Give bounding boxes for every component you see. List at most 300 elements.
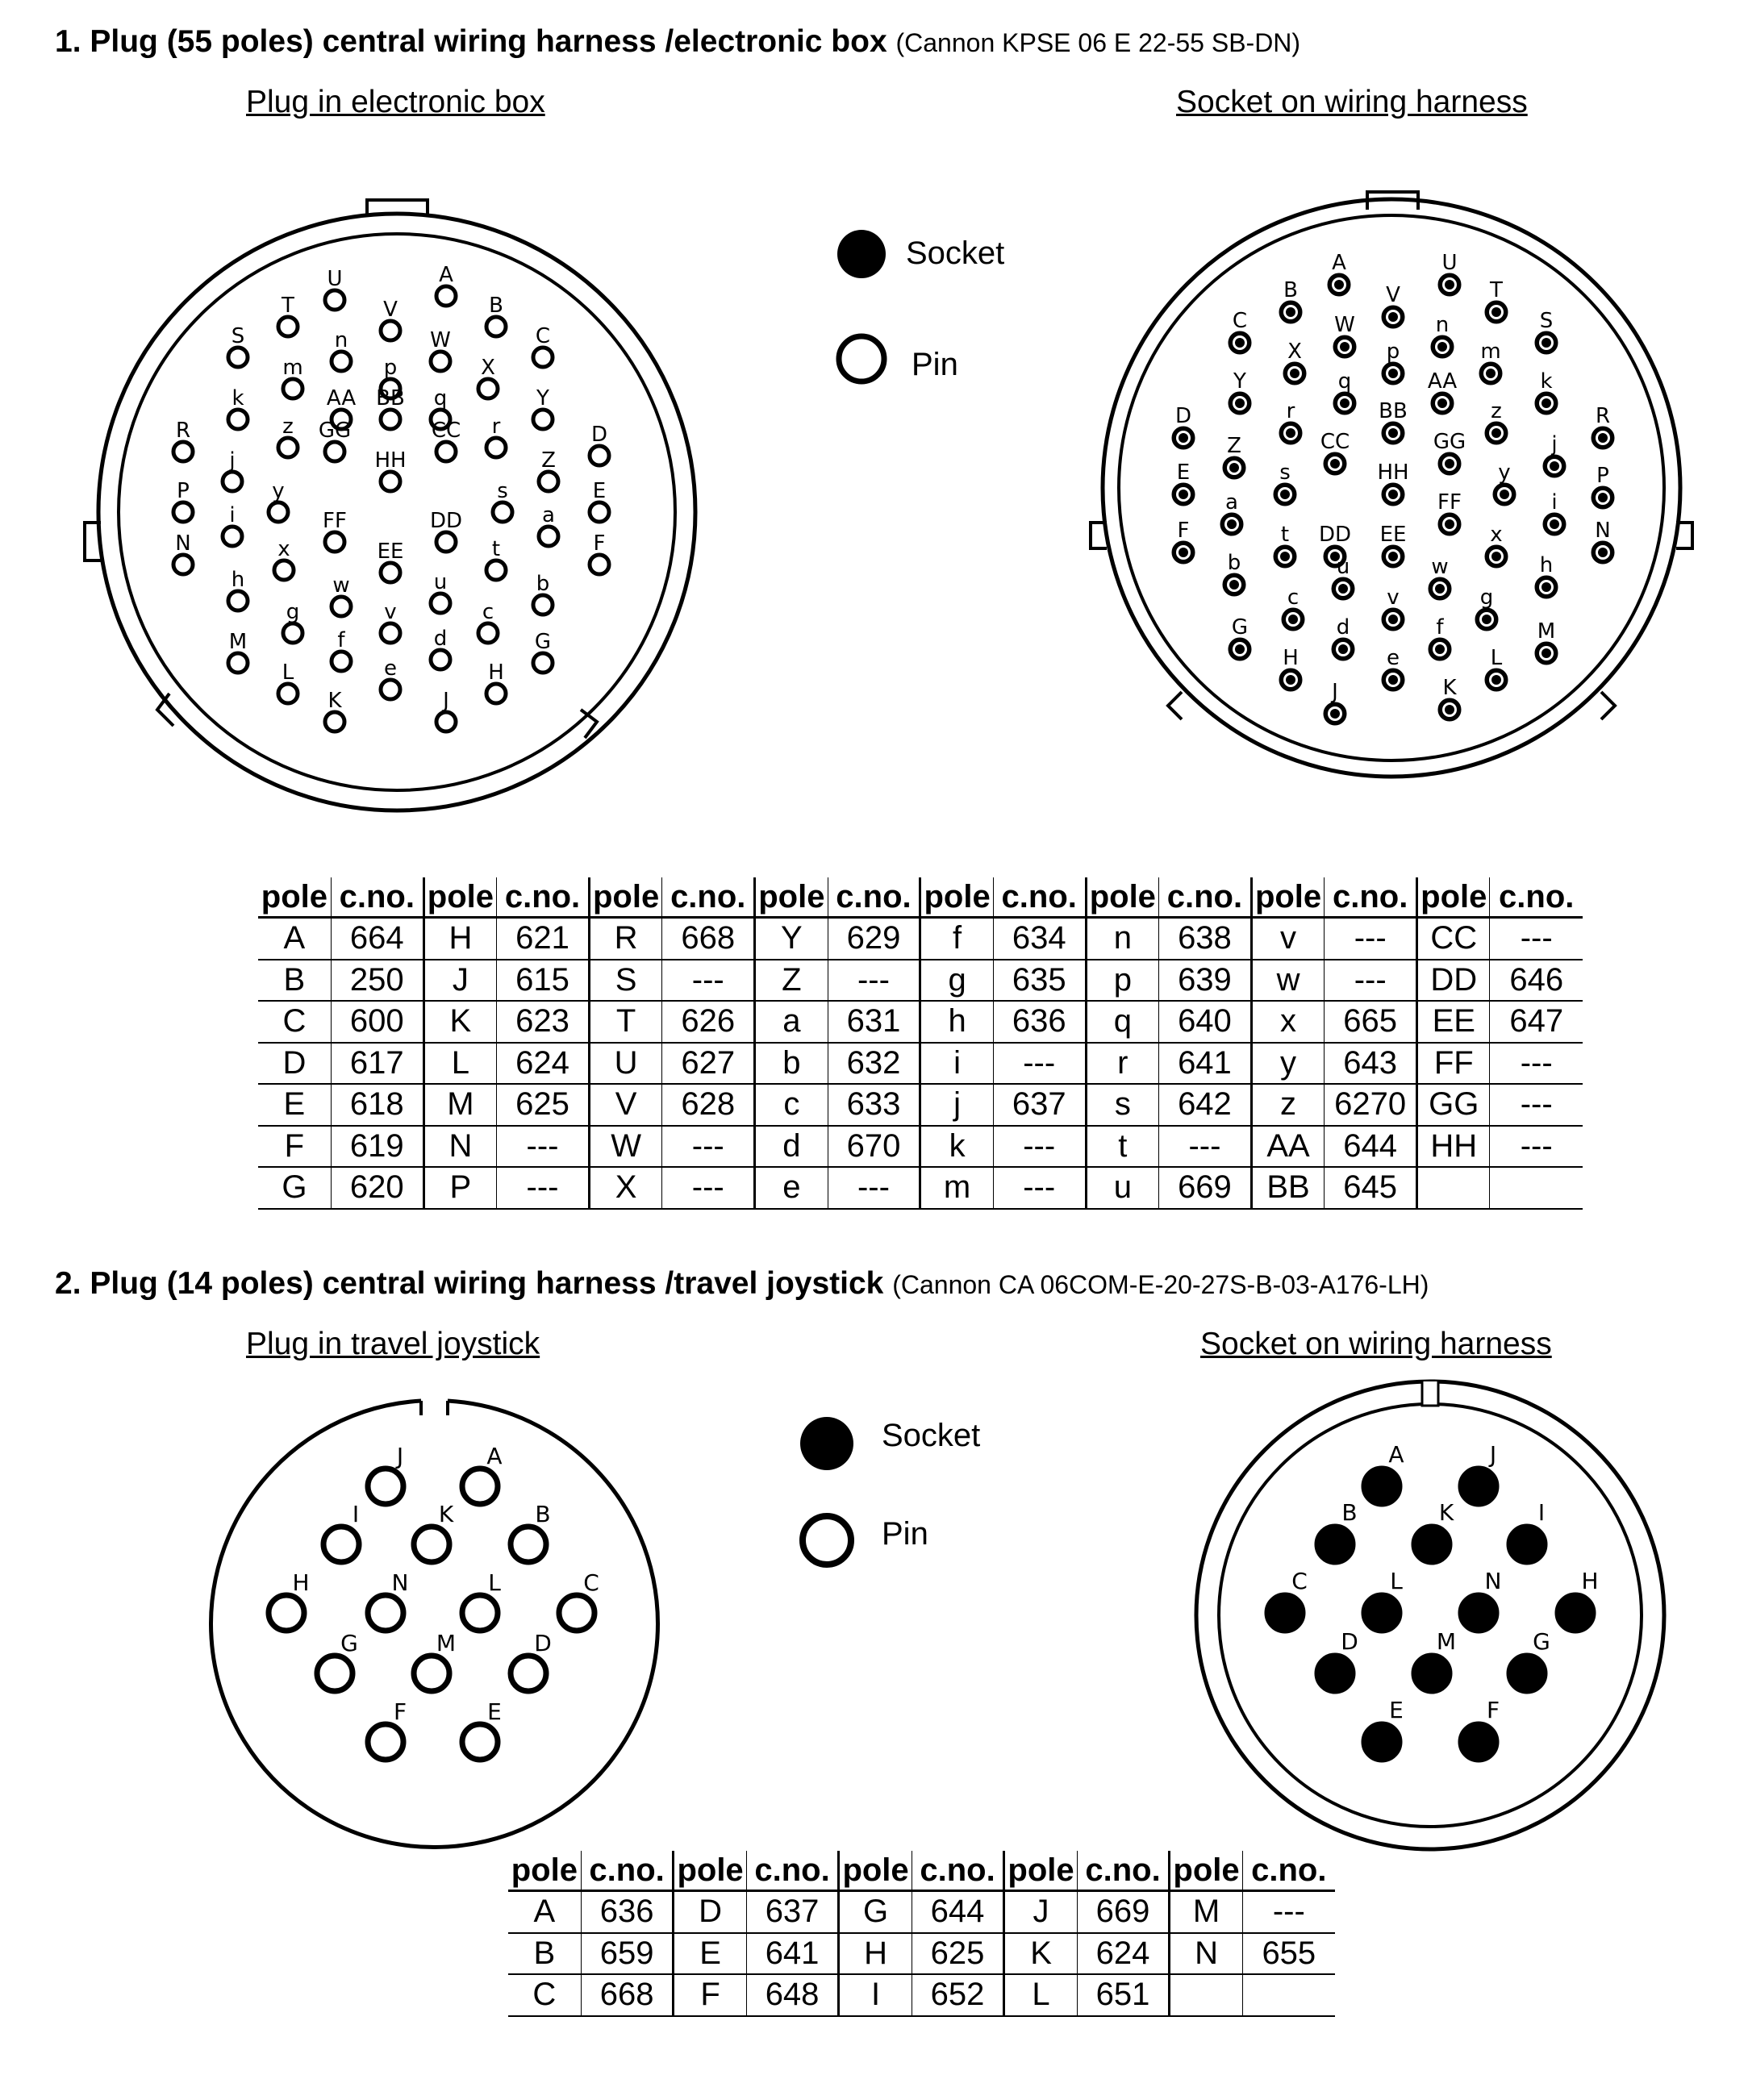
pole-label: n (334, 328, 348, 352)
section1-pole-table (258, 877, 1583, 1210)
pin-contact (462, 1724, 498, 1760)
pole-cell: W (589, 1126, 661, 1168)
pin-contact (368, 1724, 403, 1760)
cable-number-cell: 620 (331, 1167, 423, 1209)
socket-T (1486, 278, 1507, 323)
pin-r (486, 415, 506, 457)
pole-label: U (327, 267, 343, 291)
socket-contact (1316, 1525, 1354, 1564)
pin-group (269, 1443, 599, 1760)
socket-v (1383, 585, 1404, 630)
pole-label: s (1279, 460, 1291, 485)
pole-cell: t (1086, 1126, 1158, 1168)
socket-R (1592, 404, 1613, 448)
cable-number-cell: 618 (331, 1084, 423, 1126)
pin-contact (223, 527, 242, 546)
socket-core (1388, 490, 1398, 499)
table-row (508, 1933, 1335, 1975)
pin-P (173, 479, 193, 522)
socket-N (1459, 1568, 1501, 1632)
pole-cell: w (1251, 960, 1324, 1002)
socket-g (1476, 585, 1497, 630)
pole-cell: B (258, 960, 331, 1002)
pin-contact (228, 591, 248, 610)
pole-label: D (534, 1630, 552, 1656)
pole-label: E (487, 1698, 502, 1725)
section2-title: 2. Plug (14 poles) central wiring harness /travel joystick (55, 1266, 884, 1301)
pin-contact (381, 321, 400, 340)
pole-label: u (433, 570, 448, 594)
pole-cell: I (839, 1974, 912, 2016)
socket-x (1486, 523, 1507, 567)
pole-label: W (430, 328, 451, 352)
cable-number-cell: 625 (497, 1084, 590, 1126)
pin-k (228, 386, 248, 429)
pole-label: DD (429, 509, 463, 533)
column-header: pole (920, 877, 993, 918)
pole-label: Z (541, 448, 556, 473)
pin-V (381, 298, 400, 340)
socket-a (1221, 490, 1242, 535)
pin-D (590, 423, 609, 465)
socket-contact (1459, 1594, 1498, 1632)
pole-label: BB (376, 386, 405, 410)
socket-contact (1508, 1525, 1546, 1564)
socket-contact (1508, 1654, 1546, 1693)
pole-cell: A (508, 1891, 581, 1933)
pole-label: C (583, 1569, 599, 1596)
pin-contact (278, 317, 298, 336)
socket-Y (1229, 369, 1250, 414)
pin-contact (283, 379, 302, 398)
pole-label: BB (1379, 399, 1408, 423)
socket-core (1179, 548, 1188, 557)
pin-contact (332, 352, 351, 371)
pole-cell: r (1086, 1043, 1158, 1085)
socket-contact (1459, 1467, 1498, 1506)
socket-q (1334, 369, 1355, 414)
column-header: c.no. (1325, 877, 1417, 918)
pole-label: A (439, 263, 453, 287)
socket-r (1280, 399, 1301, 444)
pole-label: u (1336, 555, 1350, 579)
socket-d (1333, 615, 1354, 660)
pole-cell: v (1251, 918, 1324, 960)
pin-contact (436, 442, 456, 461)
pole-cell: A (258, 918, 331, 960)
column-header: c.no. (828, 877, 920, 918)
section2-header-row (508, 1851, 1335, 1891)
cable-number-cell: 669 (1158, 1167, 1251, 1209)
cable-number-cell: 641 (1158, 1043, 1251, 1085)
connector14-socket-diagram (1196, 1381, 1664, 1849)
pole-label: t (1280, 523, 1290, 547)
socket-core (1491, 307, 1501, 317)
pin-e (381, 656, 400, 699)
pole-label: U (1441, 251, 1458, 275)
pole-label: B (535, 1501, 551, 1527)
legend2 (800, 1417, 853, 1565)
pole-label: H (1283, 646, 1299, 670)
pin-z (278, 415, 298, 457)
socket-F (1459, 1697, 1500, 1761)
socket-core (1179, 490, 1188, 499)
pole-cell: Y (755, 918, 828, 960)
pole-label: k (232, 386, 244, 410)
pole-label: a (1225, 490, 1238, 515)
socket-core (1598, 493, 1608, 502)
pin-F (368, 1698, 407, 1760)
key-tab (1601, 692, 1615, 719)
socket-FF (1437, 490, 1462, 535)
table-row (258, 1001, 1583, 1043)
pole-label: h (1539, 553, 1554, 577)
cable-number-cell: 631 (828, 1001, 920, 1043)
socket-core (1541, 338, 1551, 348)
pole-cell: E (674, 1933, 746, 1975)
socket-core (1388, 615, 1398, 624)
pin-A (462, 1443, 503, 1504)
socket-G (1508, 1628, 1550, 1693)
socket-core (1286, 428, 1295, 438)
pole-cell: c (755, 1084, 828, 1126)
pin-contact (325, 290, 344, 310)
cable-number-cell: 633 (828, 1084, 920, 1126)
legend1 (837, 230, 886, 381)
pole-cell: d (755, 1126, 828, 1168)
pole-label: A (1332, 251, 1346, 275)
pin-contact (269, 502, 288, 522)
column-header: pole (508, 1851, 581, 1891)
pin-contact (173, 555, 193, 574)
pin-u (431, 570, 450, 613)
pole-cell: G (258, 1167, 331, 1209)
table-row (258, 1167, 1583, 1209)
pole-label: x (277, 537, 290, 561)
pole-cell: C (258, 1001, 331, 1043)
pin-x (274, 537, 294, 580)
section2-right-caption: Socket on wiring harness (1200, 1327, 1552, 1361)
pin-j (223, 448, 242, 491)
pole-label: v (384, 600, 397, 624)
pin-contact (511, 1656, 546, 1691)
column-header: c.no. (662, 877, 755, 918)
pole-label: Z (1227, 434, 1241, 458)
pin-contact (462, 1595, 498, 1631)
pin-s (493, 479, 512, 522)
pole-cell: q (1086, 1001, 1158, 1043)
socket-b (1224, 551, 1245, 595)
pole-label: J (396, 1443, 404, 1469)
section1-header-row (258, 877, 1583, 918)
socket-core (1229, 580, 1239, 590)
pole-cell: f (920, 918, 993, 960)
pin-HH (374, 448, 406, 491)
socket-core (1491, 428, 1501, 438)
key-tab (1168, 692, 1182, 719)
pin-c (478, 600, 498, 643)
column-header: pole (1170, 1851, 1242, 1891)
cable-number-cell: 632 (828, 1043, 920, 1085)
column-header: c.no. (912, 1851, 1004, 1891)
pin-contact (228, 653, 248, 673)
cable-number-cell: 621 (497, 918, 590, 960)
socket-group (1173, 251, 1613, 724)
pin-contact (431, 594, 450, 613)
pin-contact (436, 286, 456, 306)
socket-G (1229, 615, 1250, 660)
pole-label: J (1489, 1441, 1497, 1468)
column-header: pole (1086, 877, 1158, 918)
cable-number-cell (1242, 1974, 1335, 2016)
pin-contact (381, 563, 400, 582)
pole-label: d (433, 627, 448, 651)
pole-cell: y (1251, 1043, 1324, 1085)
socket-L (1362, 1568, 1403, 1632)
pole-label: D (1174, 404, 1192, 428)
socket-HH (1377, 460, 1408, 505)
cable-number-cell: --- (1325, 918, 1417, 960)
column-header: c.no. (746, 1851, 839, 1891)
socket-t (1274, 523, 1295, 567)
socket-W (1334, 313, 1355, 357)
pole-cell: N (1170, 1933, 1242, 1975)
table-row (508, 1974, 1335, 2016)
pin-contact (431, 650, 450, 669)
socket-core (1541, 582, 1551, 592)
pole-label: V (383, 298, 398, 322)
cable-number-cell: 636 (581, 1891, 674, 1933)
section1-right-caption: Socket on wiring harness (1176, 85, 1528, 119)
pole-label: DD (1318, 523, 1352, 547)
socket-S (1536, 309, 1557, 353)
pin-contact (486, 684, 506, 703)
cable-number-cell: 626 (662, 1001, 755, 1043)
cable-number-cell: 619 (331, 1126, 423, 1168)
cable-number-cell: 643 (1325, 1043, 1417, 1085)
pole-cell: HH (1417, 1126, 1490, 1168)
pole-cell: Z (755, 960, 828, 1002)
pole-label: i (1551, 490, 1558, 515)
cable-number-cell: 646 (1490, 960, 1583, 1002)
pin-D (511, 1630, 552, 1691)
pole-label: H (1581, 1568, 1599, 1594)
pin-contact (486, 438, 506, 457)
pin-contact (539, 472, 558, 491)
pin-Z (539, 448, 558, 491)
pole-cell: u (1086, 1167, 1158, 1209)
cable-number-cell: 652 (912, 1974, 1004, 2016)
pole-label: B (489, 294, 503, 318)
pin-H (486, 660, 506, 703)
socket-contact (1556, 1594, 1595, 1632)
pin-t (486, 537, 506, 580)
socket-C (1229, 309, 1250, 353)
pole-label: M (1537, 619, 1556, 644)
socket-core (1286, 307, 1295, 317)
cable-number-cell: 600 (331, 1001, 423, 1043)
pole-label: N (391, 1569, 409, 1596)
pole-label: K (327, 689, 342, 713)
pole-cell: GG (1417, 1084, 1490, 1126)
column-header: pole (839, 1851, 912, 1891)
socket-A (1362, 1441, 1404, 1506)
pole-cell: DD (1417, 960, 1490, 1002)
socket-core (1598, 548, 1608, 557)
pin-contact (325, 442, 344, 461)
cable-number-cell: --- (497, 1167, 590, 1209)
pole-label: H (292, 1569, 310, 1596)
pole-label: y (1498, 460, 1511, 485)
socket-core (1286, 675, 1295, 685)
pole-label: n (1435, 313, 1450, 337)
socket-V (1383, 283, 1404, 327)
pin-N (173, 531, 193, 574)
column-header: pole (1417, 877, 1490, 918)
socket-J (1325, 680, 1345, 724)
cable-number-cell: --- (1158, 1126, 1251, 1168)
cable-number-cell: 670 (828, 1126, 920, 1168)
pin-contact (511, 1527, 546, 1562)
pole-label: M (228, 630, 248, 654)
pin-S (228, 324, 248, 367)
cable-number-cell: 647 (1490, 1001, 1583, 1043)
socket-core (1491, 552, 1501, 561)
pole-label: FF (323, 509, 347, 533)
cable-number-cell: --- (1490, 1043, 1583, 1085)
socket-core (1227, 519, 1237, 529)
table-row (258, 1043, 1583, 1085)
socket-core (1388, 312, 1398, 322)
pole-label: S (1539, 309, 1554, 333)
cable-number-cell: 628 (662, 1084, 755, 1126)
socket-core (1388, 552, 1398, 561)
socket-core (1491, 675, 1501, 685)
pole-cell: M (1170, 1891, 1242, 1933)
socket-core (1541, 648, 1551, 658)
pole-label: J (1332, 680, 1338, 704)
pin-contact (493, 502, 512, 522)
pin-C (559, 1569, 599, 1631)
pin-T (278, 294, 298, 336)
pin-contact (559, 1595, 594, 1631)
pin-contact (323, 1527, 359, 1562)
pole-label: FF (1437, 490, 1462, 515)
socket-core (1550, 519, 1559, 529)
socket-F (1173, 519, 1194, 563)
pole-cell: L (423, 1043, 496, 1085)
socket-B (1280, 278, 1301, 323)
pole-cell: D (258, 1043, 331, 1085)
pole-label: D (590, 423, 608, 447)
pin-contact (381, 680, 400, 699)
legend1-pin-label: Pin (912, 347, 958, 382)
socket-core (1280, 490, 1290, 499)
socket-u (1333, 555, 1354, 599)
pole-label: N (1484, 1568, 1502, 1594)
pole-label: L (1390, 1568, 1403, 1594)
pin-W (430, 328, 451, 371)
pole-cell: P (423, 1167, 496, 1209)
pin-contact (283, 623, 302, 643)
socket-CC (1320, 430, 1350, 474)
table-row (508, 1891, 1335, 1933)
socket-core (1598, 433, 1608, 443)
pole-label: X (481, 356, 495, 380)
pole-label: B (1341, 1499, 1358, 1526)
pole-cell: H (839, 1933, 912, 1975)
cable-number-cell: --- (828, 1167, 920, 1209)
pole-label: c (482, 600, 494, 624)
pole-label: D (1341, 1628, 1358, 1655)
table-row (258, 1084, 1583, 1126)
pole-label: EE (377, 540, 404, 564)
connector55-socket-diagram (1091, 192, 1692, 777)
socket-N (1592, 519, 1613, 563)
pole-label: c (1287, 585, 1300, 610)
pin-J (368, 1443, 403, 1504)
pole-label: E (1176, 460, 1191, 485)
socket-H (1556, 1568, 1599, 1632)
cable-number-cell: 627 (662, 1043, 755, 1085)
socket-core (1288, 615, 1298, 624)
pin-contact (269, 1595, 304, 1631)
pole-label: H (488, 660, 504, 685)
socket-B (1316, 1499, 1358, 1564)
socket-GG (1433, 430, 1466, 474)
pole-cell: x (1251, 1001, 1324, 1043)
socket-contact (1362, 1594, 1401, 1632)
pin-contact (325, 532, 344, 552)
socket-core (1486, 369, 1496, 378)
pole-cell: L (1004, 1974, 1077, 2016)
pin-contact (278, 438, 298, 457)
cable-number-cell: 634 (993, 918, 1086, 960)
pole-cell: g (920, 960, 993, 1002)
cable-number-cell: --- (662, 1126, 755, 1168)
pole-cell: z (1251, 1084, 1324, 1126)
pole-cell: E (258, 1084, 331, 1126)
socket-core (1445, 705, 1454, 715)
pole-cell: a (755, 1001, 828, 1043)
pin-contact (533, 410, 553, 429)
socket-legend-icon (800, 1417, 853, 1470)
cable-number-cell: 639 (1158, 960, 1251, 1002)
pole-label: s (497, 479, 508, 503)
pole-label: e (384, 656, 397, 681)
column-header: pole (258, 877, 331, 918)
pole-label: CC (431, 419, 461, 443)
socket-core (1437, 342, 1447, 352)
pole-label: d (1336, 615, 1350, 640)
pole-label: HH (1377, 460, 1409, 485)
pin-N (368, 1569, 408, 1631)
socket-C (1266, 1568, 1308, 1632)
pole-label: g (1479, 585, 1494, 610)
pin-EE (378, 540, 404, 582)
pole-cell: B (508, 1933, 581, 1975)
cable-number-cell: --- (1490, 918, 1583, 960)
pole-cell: FF (1417, 1043, 1490, 1085)
socket-core (1330, 459, 1340, 469)
pole-label: p (383, 356, 398, 380)
cable-number-cell: 635 (993, 960, 1086, 1002)
socket-k (1536, 369, 1557, 414)
pin-contact (317, 1656, 353, 1691)
pole-label: V (1386, 283, 1400, 307)
cable-number-cell: 659 (581, 1933, 674, 1975)
pole-label: GG (1433, 430, 1466, 454)
